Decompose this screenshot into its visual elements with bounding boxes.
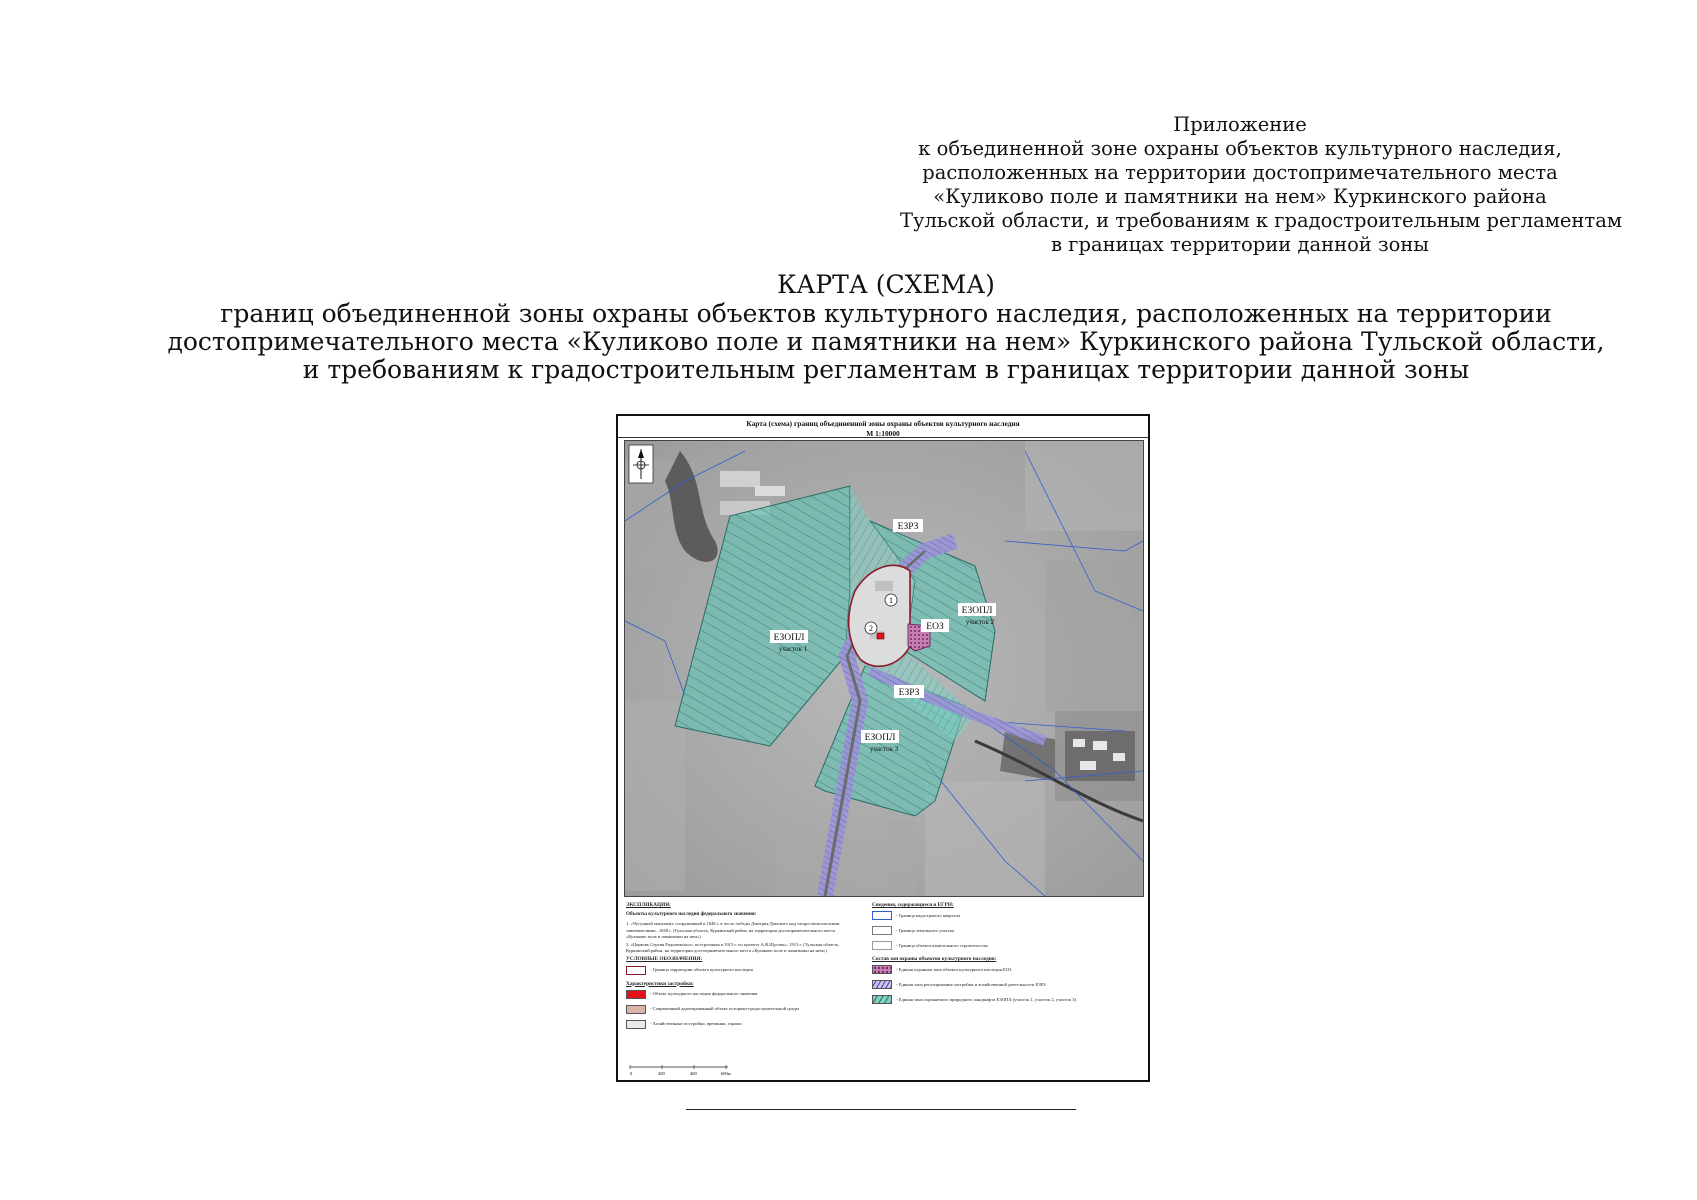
map-scale-text: М 1:10000: [866, 428, 900, 438]
map-header: [618, 416, 1148, 438]
subtitle-line: границ объединенной зоны охраны объектов культурного наследия, расположенных на территории: [220, 299, 1552, 328]
label-ezrz-top: ЕЗРЗ: [897, 522, 919, 532]
map-svg: [625, 441, 1143, 896]
label-ezopl-3: ЕЗОПЛ: [864, 733, 896, 743]
scale-tick: 200: [658, 1071, 665, 1076]
legend-explication-title: ЭКСПЛИКАЦИЯ:: [626, 902, 671, 908]
legend-swatch-ezopl: [872, 995, 892, 1004]
appendix-line: к объединенной зоне охраны объектов культурного наследия,: [918, 137, 1562, 160]
subtitle-line: и требованиям к градостроительным регламентам в границах территории данной зоны: [302, 355, 1470, 384]
legend-text: - Единая зона регулирования застройки и хозяйственной деятельности ЕЗРЗ: [896, 981, 1046, 987]
north-arrow-icon: [629, 445, 653, 483]
map-header-title: Карта (схема) границ объединенной зоны охраны объектов культурного наследия: [746, 419, 1020, 428]
legend-swatch-parcel: [872, 926, 892, 935]
document-title: КАРТА (СХЕМА): [777, 270, 995, 299]
cultural-object-red: [877, 633, 884, 639]
legend-text: - Единая зона охраняемого природного ландшафта ЕЗОПЛ (участок 1, участок 2, участок 3): [896, 996, 1077, 1002]
legend-row: [872, 995, 1140, 1004]
scale-bar-svg: [628, 1064, 748, 1076]
legend-row: [626, 1005, 876, 1014]
object-marker-2: [865, 622, 877, 634]
legend-row: [626, 1020, 876, 1029]
legend-row: [626, 966, 876, 975]
scale-tick: 400: [690, 1071, 697, 1076]
label-ezopl-2-part: участок 2: [965, 618, 995, 626]
legend-objects-title: Объекты культурного наследия федерального значения:: [626, 911, 757, 918]
legend-left-column: [626, 900, 876, 1035]
appendix-line: Тульской области, и требованиям к градостроительным регламентам: [900, 209, 1623, 232]
legend-swatch-modern: [626, 1005, 646, 1014]
map-image: [624, 440, 1144, 897]
legend-text: - Единая охранная зона объекта культурного наследия ЕОЗ: [896, 966, 1012, 972]
legend-egrn-title: Сведения, содержащиеся в ЕГРН:: [872, 902, 954, 908]
subtitle-line: достопримечательного места «Куликово поле и памятники на нем» Куркинского района Тульской области,: [167, 327, 1605, 356]
legend-swatch-building: [872, 941, 892, 950]
legend-text: - Современный адаптированный объект историко-градостроительной среды: [650, 1006, 799, 1012]
label-eoz: ЕОЗ: [926, 622, 944, 632]
scale-tick: 600м: [721, 1071, 731, 1076]
document-subtitle: [0, 300, 1697, 384]
scale-bar: [628, 1064, 748, 1076]
label-ezopl-1-part: участок 1: [778, 645, 808, 653]
legend-row: [872, 965, 1140, 974]
legend-swatch-household: [626, 1020, 646, 1029]
label-ezrz-bottom: ЕЗРЗ: [898, 688, 920, 698]
legend-text: - Хозяйственные постройки, времянки, гаражи: [650, 1021, 742, 1027]
scale-tick: 0: [630, 1071, 633, 1076]
appendix-heading: [900, 113, 1623, 257]
legend-swatch-ezrz: [872, 980, 892, 989]
legend-row: [872, 980, 1140, 989]
appendix-line: расположенных на территории достопримечательного места: [922, 161, 1558, 184]
legend-row: [872, 941, 1140, 950]
legend-zones-title: Состав зон охраны объектов культурного наследия:: [872, 956, 997, 963]
legend-swatch-quarter: [872, 911, 892, 920]
legend-swatch-red: [626, 990, 646, 999]
legend-object-1: 1. «Чугунный монумент, сооруженный в 1848 г. в честь победы Дмитрия Донского над татаро-монгольскими завоевателями», 1848 г. (Тульская область, Куркинский район, на территории достопримечательного места «Куликово поле и памятники на нем»): [626, 921, 840, 939]
legend-row: [872, 926, 1140, 935]
legend-text: - Граница земельного участка: [896, 927, 954, 933]
legend-text: - Объект культурного наследия федерального значения: [650, 991, 758, 997]
object-label-2: 2: [869, 624, 873, 633]
appendix-line: «Куликово поле и памятники на нем» Куркинского района: [933, 185, 1547, 208]
legend-text: - Граница объекта капитального строительства: [896, 942, 988, 948]
map-sheet: [616, 414, 1150, 1082]
legend-text: - Граница территории объекта культурного наследия: [650, 967, 753, 973]
object-label-1: 1: [889, 596, 893, 605]
signature-line: [686, 1109, 1076, 1110]
legend-text: - Граница кадастрового квартала: [896, 912, 960, 918]
appendix-line: Приложение: [1173, 113, 1307, 136]
label-ezopl-2: ЕЗОПЛ: [961, 606, 993, 616]
object-marker-1: [885, 594, 897, 606]
label-ezopl-1: ЕЗОПЛ: [773, 633, 805, 643]
legend-swatch-boundary: [626, 966, 646, 975]
legend-row: [626, 990, 876, 999]
legend-right-column: [872, 900, 1140, 1010]
map-legend: [624, 888, 1142, 1074]
appendix-line: в границах территории данной зоны: [1051, 233, 1429, 256]
legend-buildings-title: Характеристики застройки:: [626, 980, 694, 987]
legend-object-2: 2. «Церковь Сергия Радонежского, построенная в 1915 г. по проекту А.В.Щусева», 1913 г. (Тульская область, Куркинский район, на территории достопримечательного места «Куликово поле и памятники на нем»): [626, 942, 840, 954]
legend-row: [872, 911, 1140, 920]
label-ezopl-3-part: участок 3: [869, 745, 899, 753]
legend-swatch-eoz: [872, 965, 892, 974]
legend-conventional-title: УСЛОВНЫЕ ОБОЗНАЧЕНИЯ:: [626, 956, 703, 963]
